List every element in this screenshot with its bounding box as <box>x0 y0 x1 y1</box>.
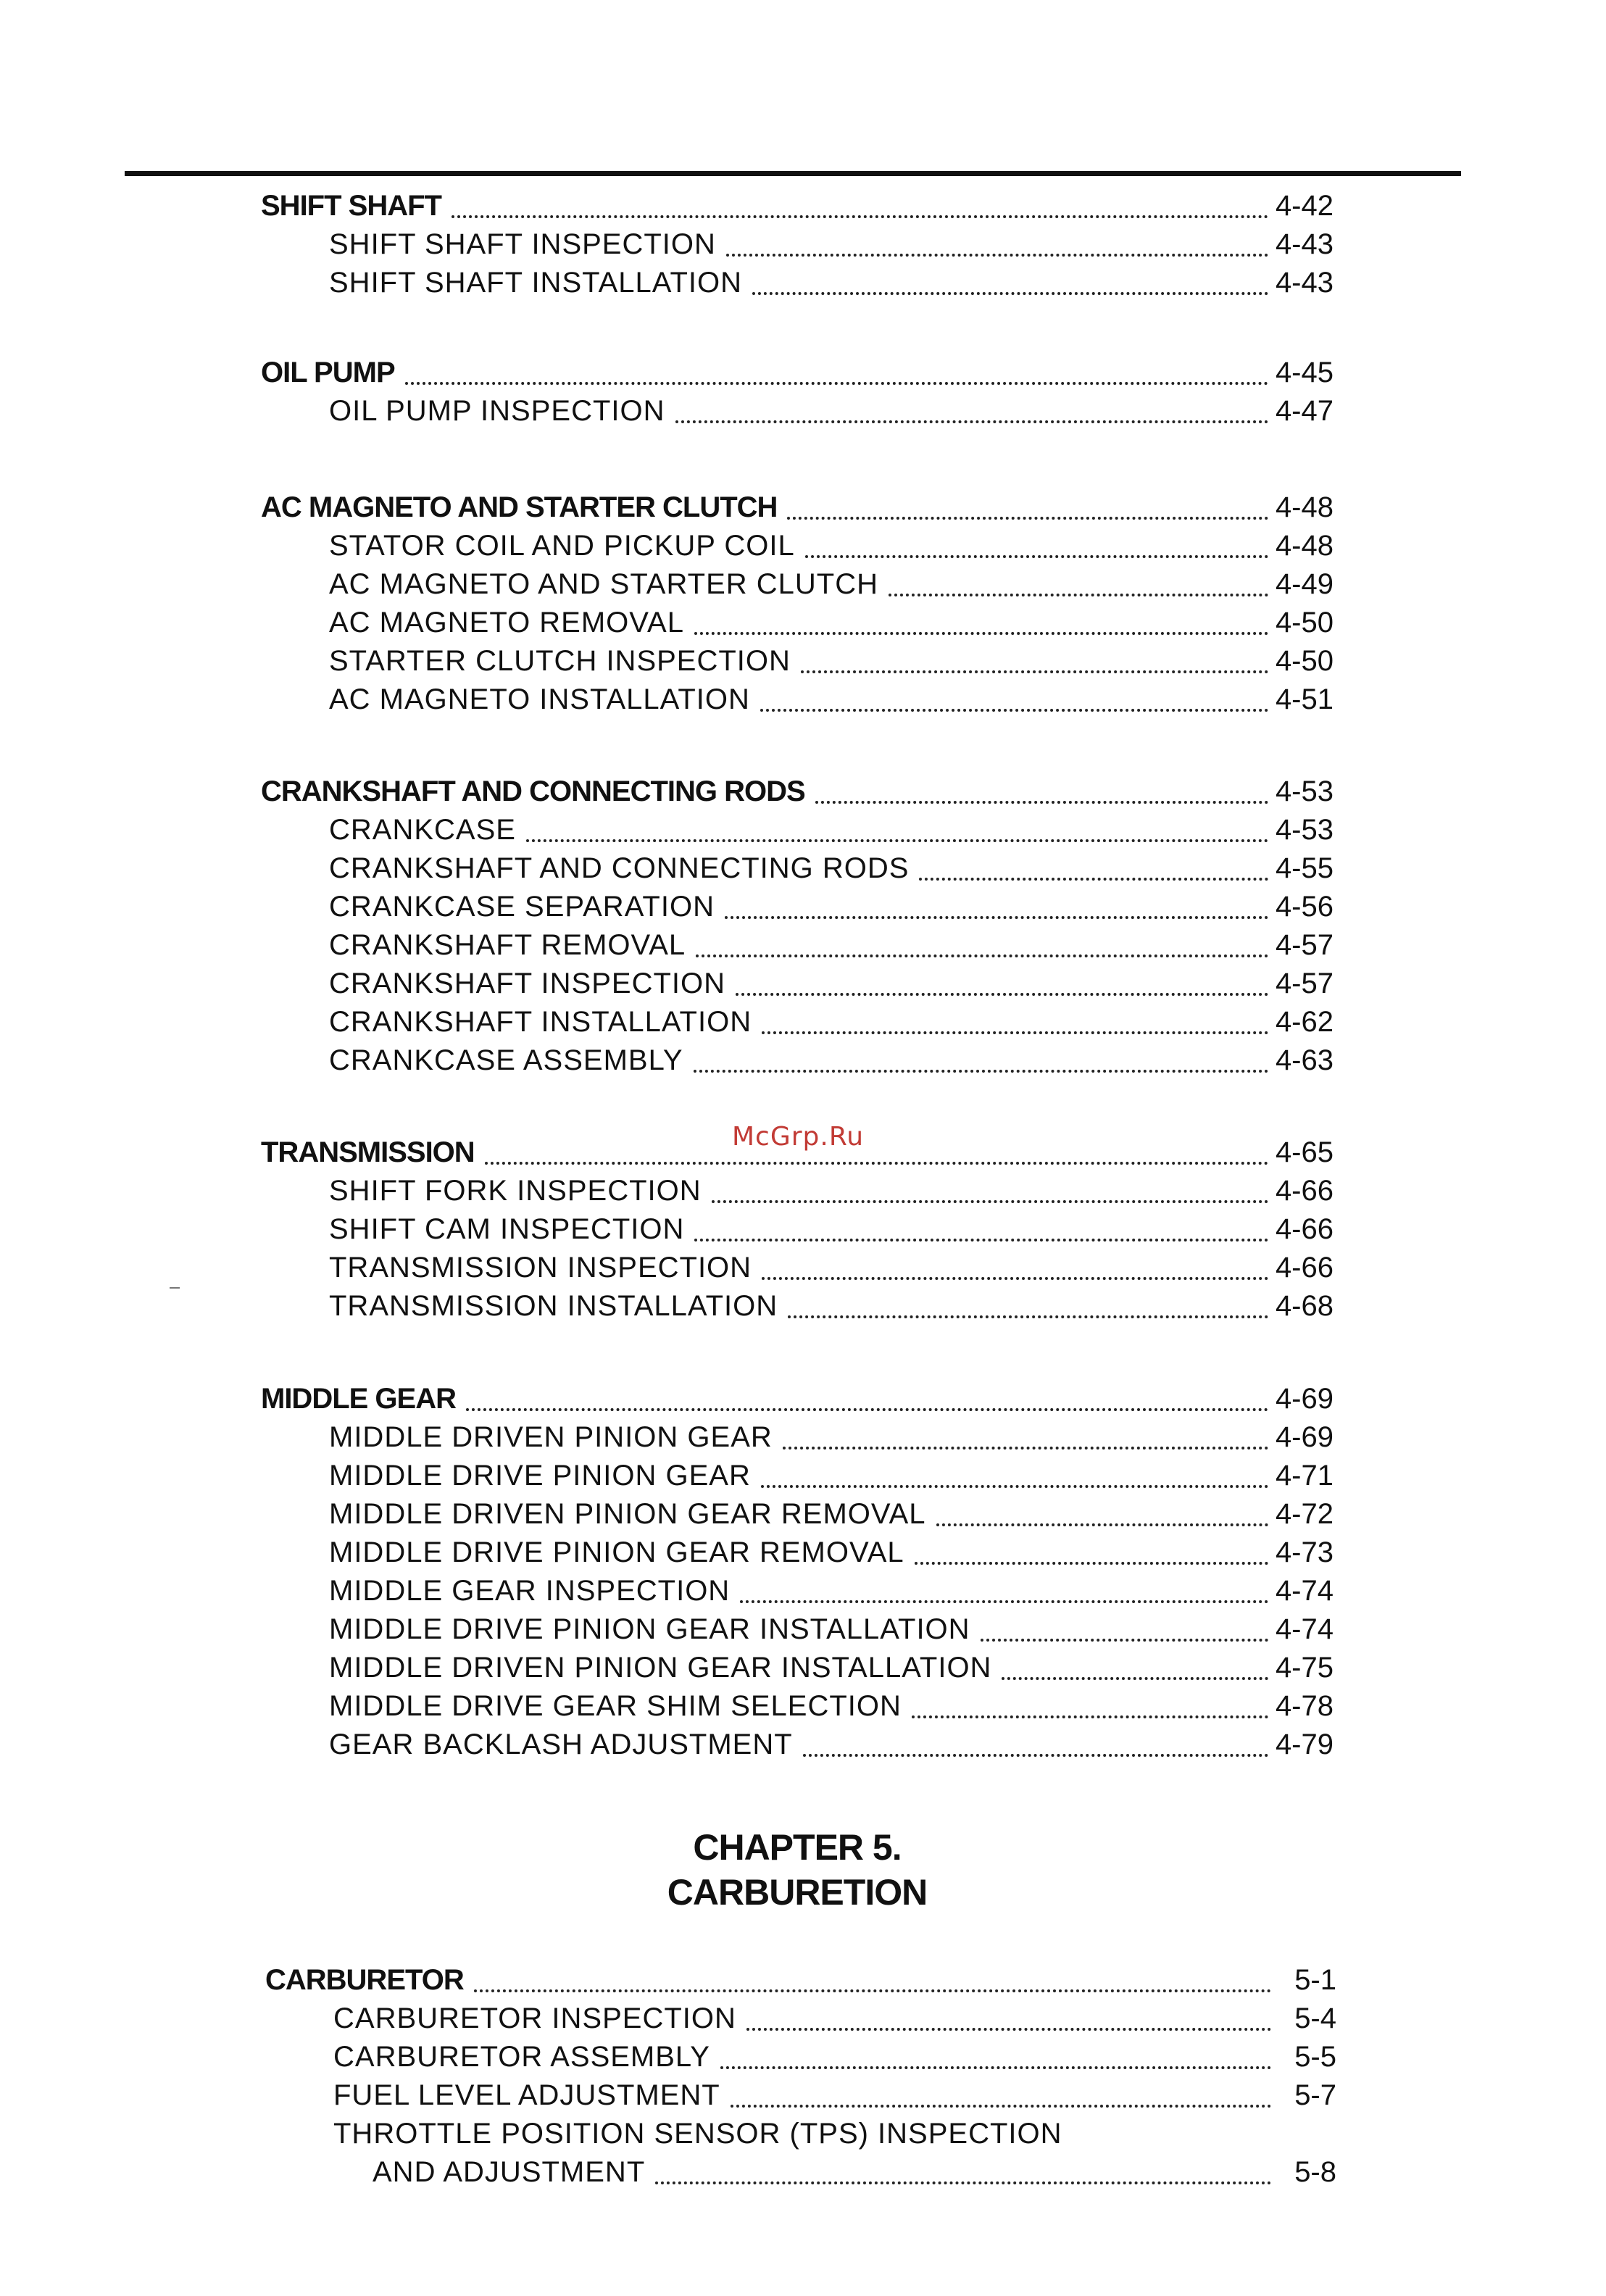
dot-leader <box>485 1162 1268 1165</box>
toc-entry[interactable] <box>261 888 1334 926</box>
toc-title: CARBURETOR <box>265 1964 464 1996</box>
dot-leader <box>762 1277 1268 1280</box>
toc-entry[interactable] <box>261 527 1334 565</box>
toc-page: 4-53 <box>1275 814 1334 846</box>
toc-page: 4-78 <box>1275 1690 1334 1722</box>
toc-page: 4-69 <box>1275 1421 1334 1453</box>
dot-leader <box>912 1715 1268 1718</box>
toc-title: SHIFT CAM INSPECTION <box>329 1213 685 1245</box>
toc-entry[interactable] <box>261 1687 1334 1726</box>
dot-leader <box>1002 1677 1268 1680</box>
toc-title: AC MAGNETO AND STARTER CLUTCH <box>329 568 878 600</box>
toc-title: STATOR COIL AND PICKUP COIL <box>329 530 795 562</box>
scan-speck <box>170 1287 180 1289</box>
dot-leader <box>752 292 1268 295</box>
toc-entry[interactable] <box>265 2115 1336 2153</box>
toc-page: 4-51 <box>1275 683 1334 715</box>
toc-entry[interactable] <box>261 187 1334 225</box>
dot-leader <box>787 517 1268 520</box>
toc-page: 4-49 <box>1275 568 1334 600</box>
toc-title: SHIFT SHAFT INSTALLATION <box>329 267 743 299</box>
toc-title: CARBURETOR ASSEMBLY <box>333 2041 710 2073</box>
toc-entry[interactable] <box>261 642 1334 681</box>
toc-page: 4-66 <box>1275 1175 1334 1207</box>
toc-page: 4-68 <box>1275 1290 1334 1322</box>
dot-leader <box>726 254 1268 257</box>
toc-title: MIDDLE DRIVEN PINION GEAR INSTALLATION <box>329 1652 992 1684</box>
toc-entry[interactable] <box>261 392 1334 430</box>
toc-entry[interactable] <box>261 225 1334 264</box>
dot-leader <box>801 670 1268 673</box>
dot-leader <box>919 878 1268 881</box>
toc-page: 5-1 <box>1294 1964 1336 1996</box>
toc-entry[interactable] <box>261 1457 1334 1495</box>
toc-section-crankshaft <box>261 773 1334 1080</box>
toc-entry[interactable] <box>261 264 1334 302</box>
toc-entry[interactable] <box>261 1210 1334 1249</box>
dot-leader <box>815 801 1268 804</box>
toc-title: AC MAGNETO REMOVAL <box>329 607 684 639</box>
dot-leader <box>474 1989 1271 1992</box>
toc-title: MIDDLE DRIVEN PINION GEAR <box>329 1421 773 1453</box>
toc-entry[interactable] <box>261 604 1334 642</box>
toc-page: 4-45 <box>1275 357 1334 388</box>
toc-title: MIDDLE DRIVE PINION GEAR <box>329 1460 751 1492</box>
toc-page: 4-69 <box>1275 1383 1334 1415</box>
toc-page: 4-48 <box>1275 530 1334 562</box>
toc-title: CRANKCASE SEPARATION <box>329 891 715 923</box>
dot-leader <box>788 1315 1268 1318</box>
toc-title: MIDDLE DRIVEN PINION GEAR REMOVAL <box>329 1498 926 1530</box>
toc-section-transmission <box>261 1134 1334 1326</box>
toc-title: CRANKSHAFT INSTALLATION <box>329 1006 752 1038</box>
chapter-heading <box>507 1825 1087 1915</box>
toc-page: 4-79 <box>1275 1729 1334 1760</box>
toc-entry[interactable] <box>261 1249 1334 1287</box>
toc-page: 4-71 <box>1275 1460 1334 1492</box>
toc-title: AC MAGNETO INSTALLATION <box>329 683 750 715</box>
toc-entry[interactable] <box>261 773 1334 811</box>
toc-page: 4-43 <box>1275 267 1334 299</box>
toc-page: 5-4 <box>1294 2002 1336 2034</box>
toc-title: CRANKCASE <box>329 814 516 846</box>
toc-page: 4-65 <box>1275 1136 1334 1168</box>
dot-leader <box>405 382 1268 385</box>
dot-leader <box>760 709 1268 712</box>
watermark-text: McGrp.Ru <box>732 1122 865 1152</box>
dot-leader <box>803 1754 1268 1757</box>
toc-title: CRANKCASE ASSEMBLY <box>329 1044 683 1076</box>
toc-entry[interactable] <box>261 1649 1334 1687</box>
toc-title: SHIFT SHAFT INSPECTION <box>329 228 716 260</box>
toc-entry[interactable] <box>261 1172 1334 1210</box>
dot-leader <box>694 632 1268 635</box>
dot-leader <box>655 2181 1271 2184</box>
toc-title: GEAR BACKLASH ADJUSTMENT <box>329 1729 793 1760</box>
toc-page: 4-74 <box>1275 1575 1334 1607</box>
chapter-number: CHAPTER 5. <box>693 1827 902 1868</box>
toc-page: 4-57 <box>1275 929 1334 961</box>
toc-page: 4-72 <box>1275 1498 1334 1530</box>
dot-leader <box>805 555 1268 558</box>
toc-page: 4-62 <box>1275 1006 1334 1038</box>
toc-entry[interactable] <box>261 565 1334 604</box>
toc-title: MIDDLE DRIVE PINION GEAR REMOVAL <box>329 1536 904 1568</box>
top-rule <box>125 171 1461 176</box>
toc-page: 4-73 <box>1275 1536 1334 1568</box>
toc-entry[interactable] <box>261 926 1334 965</box>
dot-leader <box>466 1408 1268 1411</box>
toc-title: FUEL LEVEL ADJUSTMENT <box>333 2079 720 2111</box>
toc-page: 4-74 <box>1275 1613 1334 1645</box>
toc-page: 4-50 <box>1275 607 1334 639</box>
toc-title: AND ADJUSTMENT <box>373 2156 646 2188</box>
toc-entry[interactable] <box>261 1041 1334 1080</box>
dot-leader <box>694 1239 1268 1241</box>
dot-leader <box>736 993 1268 996</box>
toc-title: AC MAGNETO AND STARTER CLUTCH <box>261 491 778 523</box>
toc-page: 4-53 <box>1275 775 1334 807</box>
toc-title: MIDDLE DRIVE GEAR SHIM SELECTION <box>329 1690 902 1722</box>
toc-title: STARTER CLUTCH INSPECTION <box>329 645 791 677</box>
toc-entry[interactable] <box>261 1495 1334 1534</box>
dot-leader <box>981 1639 1268 1642</box>
toc-section-oil-pump <box>261 354 1334 430</box>
toc-entry[interactable] <box>261 354 1334 392</box>
dot-leader <box>889 594 1268 596</box>
dot-leader <box>936 1523 1268 1526</box>
toc-section-shift-shaft <box>261 187 1334 302</box>
toc-title: TRANSMISSION INSPECTION <box>329 1252 752 1284</box>
toc-page: 4-48 <box>1275 491 1334 523</box>
toc-page: 5-8 <box>1294 2156 1336 2188</box>
toc-entry[interactable] <box>261 965 1334 1003</box>
dot-leader <box>761 1485 1268 1488</box>
toc-entry[interactable] <box>261 1726 1334 1764</box>
dot-leader <box>526 839 1268 842</box>
toc-page: 4-47 <box>1275 395 1334 427</box>
toc-title: CARBURETOR INSPECTION <box>333 2002 736 2034</box>
toc-entry[interactable] <box>261 1534 1334 1572</box>
toc-page: 4-63 <box>1275 1044 1334 1076</box>
toc-title: MIDDLE GEAR INSPECTION <box>329 1575 731 1607</box>
dot-leader <box>725 916 1268 919</box>
toc-page: 4-57 <box>1275 968 1334 999</box>
toc-entry[interactable] <box>261 1380 1334 1418</box>
toc-entry[interactable] <box>261 681 1334 719</box>
dot-leader <box>762 1031 1268 1034</box>
toc-entry[interactable] <box>265 2153 1336 2192</box>
toc-title: SHIFT FORK INSPECTION <box>329 1175 702 1207</box>
dot-leader <box>720 2066 1271 2069</box>
toc-page: 4-55 <box>1275 852 1334 884</box>
dot-leader <box>696 954 1268 957</box>
toc-page: 5-5 <box>1294 2041 1336 2073</box>
toc-entry[interactable] <box>261 811 1334 849</box>
toc-entry[interactable] <box>265 2076 1336 2115</box>
toc-title: TRANSMISSION INSTALLATION <box>329 1290 778 1322</box>
toc-page: 5-7 <box>1294 2079 1336 2111</box>
toc-title: CRANKSHAFT AND CONNECTING RODS <box>329 852 910 884</box>
toc-entry[interactable] <box>265 2000 1336 2038</box>
toc-title: CRANKSHAFT AND CONNECTING RODS <box>261 775 805 807</box>
dot-leader <box>712 1200 1268 1203</box>
dot-leader <box>675 420 1268 423</box>
dot-leader <box>694 1070 1268 1073</box>
dot-leader <box>915 1562 1268 1565</box>
toc-entry[interactable] <box>265 2038 1336 2076</box>
toc-entry[interactable] <box>265 1961 1336 2000</box>
toc-title: TRANSMISSION <box>261 1136 475 1168</box>
toc-entry[interactable] <box>261 1610 1334 1649</box>
dot-leader <box>740 1600 1268 1603</box>
toc-section-ac-magneto <box>261 488 1334 719</box>
toc-entry[interactable] <box>261 1418 1334 1457</box>
toc-entry[interactable] <box>261 1572 1334 1610</box>
toc-section-carburetor <box>265 1961 1336 2192</box>
toc-page: 4-43 <box>1275 228 1334 260</box>
dot-leader <box>731 2105 1271 2108</box>
toc-section-middle-gear <box>261 1380 1334 1764</box>
toc-page: 4-66 <box>1275 1213 1334 1245</box>
toc-title: MIDDLE DRIVE PINION GEAR INSTALLATION <box>329 1613 970 1645</box>
toc-page: 4-75 <box>1275 1652 1334 1684</box>
toc-entry[interactable] <box>261 1003 1334 1041</box>
toc-page: 4-50 <box>1275 645 1334 677</box>
toc-page: 4-42 <box>1275 190 1334 222</box>
toc-title: OIL PUMP INSPECTION <box>329 395 665 427</box>
toc-page: 4-56 <box>1275 891 1334 923</box>
chapter-title: CARBURETION <box>667 1872 928 1913</box>
toc-title: THROTTLE POSITION SENSOR (TPS) INSPECTION <box>333 2118 1062 2150</box>
toc-title: MIDDLE GEAR <box>261 1383 456 1415</box>
toc-page: 4-66 <box>1275 1252 1334 1284</box>
dot-leader <box>783 1447 1268 1449</box>
toc-title: OIL PUMP <box>261 357 395 388</box>
dot-leader <box>452 215 1268 218</box>
toc-title: SHIFT SHAFT <box>261 190 441 222</box>
dot-leader <box>746 2028 1271 2031</box>
toc-entry[interactable] <box>261 1287 1334 1326</box>
toc-entry[interactable] <box>261 849 1334 888</box>
toc-entry[interactable] <box>261 488 1334 527</box>
toc-title: CRANKSHAFT INSPECTION <box>329 968 725 999</box>
toc-title: CRANKSHAFT REMOVAL <box>329 929 686 961</box>
